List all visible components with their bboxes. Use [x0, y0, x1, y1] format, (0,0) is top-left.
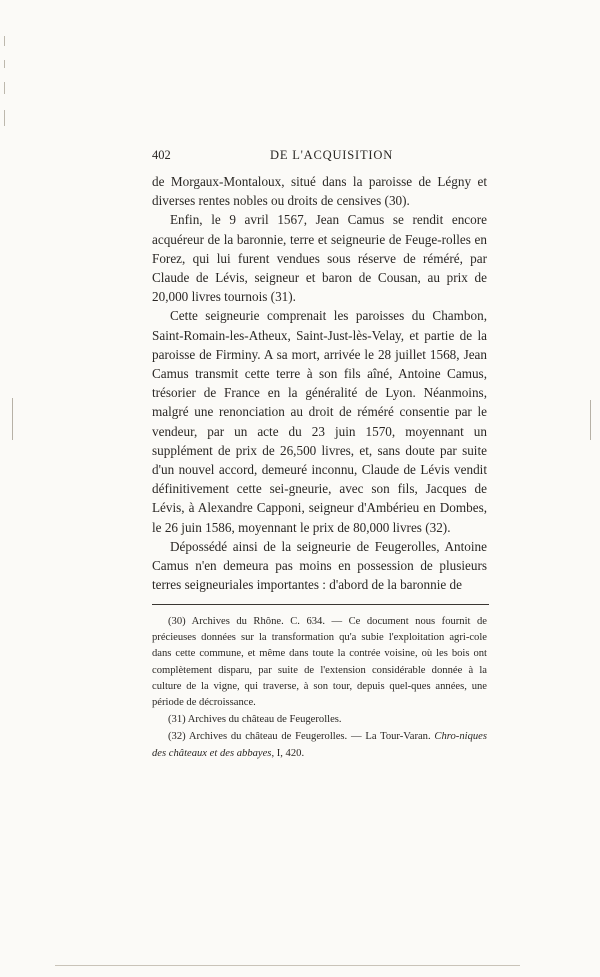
- footnote-32-text: (32) Archives du château de Feugerolles. — La Tour-Varan.: [168, 731, 435, 743]
- footnote-32: [152, 729, 487, 761]
- footnote-separator: [152, 604, 489, 605]
- footnote-32-end: , I, 420.: [271, 747, 305, 759]
- side-rule-right: [590, 400, 591, 440]
- running-title: DE L'ACQUISITION: [270, 148, 394, 162]
- page-header: [152, 148, 487, 166]
- footnote-31: (31) Archives du château de Feugerolles.: [168, 714, 342, 726]
- side-rule-left: [12, 398, 13, 440]
- footnotes: [152, 614, 487, 763]
- bottom-rule: [55, 965, 520, 966]
- footnote-32-title: Chro-niques des châteaux et des abbayes: [152, 731, 487, 759]
- body-text: [152, 172, 487, 594]
- paragraph: Enfin, le 9 avril 1567, Jean Camus se rendit encore acquéreur de la baronnie, terre et seigneurie de Feuge-rolles en Forez, qui lui furent vendues sous réserve de réméré, par Claude de Lévis, seigneur et baron de Cousan, au prix de 20,000 livres tournois (31).: [152, 212, 487, 305]
- margin-marks: [0, 30, 10, 150]
- paragraph: Cette seigneurie comprenait les paroisses du Chambon, Saint-Romain-les-Atheux, Saint-Just-lès-Velay, et partie de la paroisse de Firminy. A sa mort, arrivée le 28 juillet 1568, Jean Camus transmit cette terre à son fils aîné, Antoine Camus, trésorier de France en la généralité de Lyon. Néanmoins, malgré une renonciation au droit de réméré consentie par le vendeur, par un acte du 23 juin 1570, moyennant un supplément de prix de 26,500 livres, et, sans doute par suite d'un nouvel accord, demeuré inconnu, Claude de Lévis vendit définitivement cette sei-gneurie, avec son fils, Jacques de Lévis, à Alexandre Capponi, seigneur d'Ambérieu en Dombes, le 26 juin 1586, moyennant le prix de 80,000 livres (32).: [152, 308, 487, 535]
- footnote-30: (30) Archives du Rhône. C. 634. — Ce document nous fournit de précieuses données sur la transformation qu'a subie l'exploitation agri-cole dans cette commune, et même dans toute la contrée voisine, où les bois ont complètement disparu, par suite de l'extension considérable donnée à la culture de la vigne, qui traverse, à son tour, depuis quel-ques années, une période de décroissance.: [152, 616, 487, 709]
- page-number: 402: [152, 148, 171, 162]
- paragraph: Dépossédé ainsi de la seigneurie de Feugerolles, Antoine Camus n'en demeura pas moins en possession de plusieurs terres seigneuriales importantes : d'abord de la baronnie de: [152, 538, 487, 593]
- paragraph: de Morgaux-Montaloux, situé dans la paroisse de Légny et diverses rentes nobles ou droits de censives (30).: [152, 174, 487, 209]
